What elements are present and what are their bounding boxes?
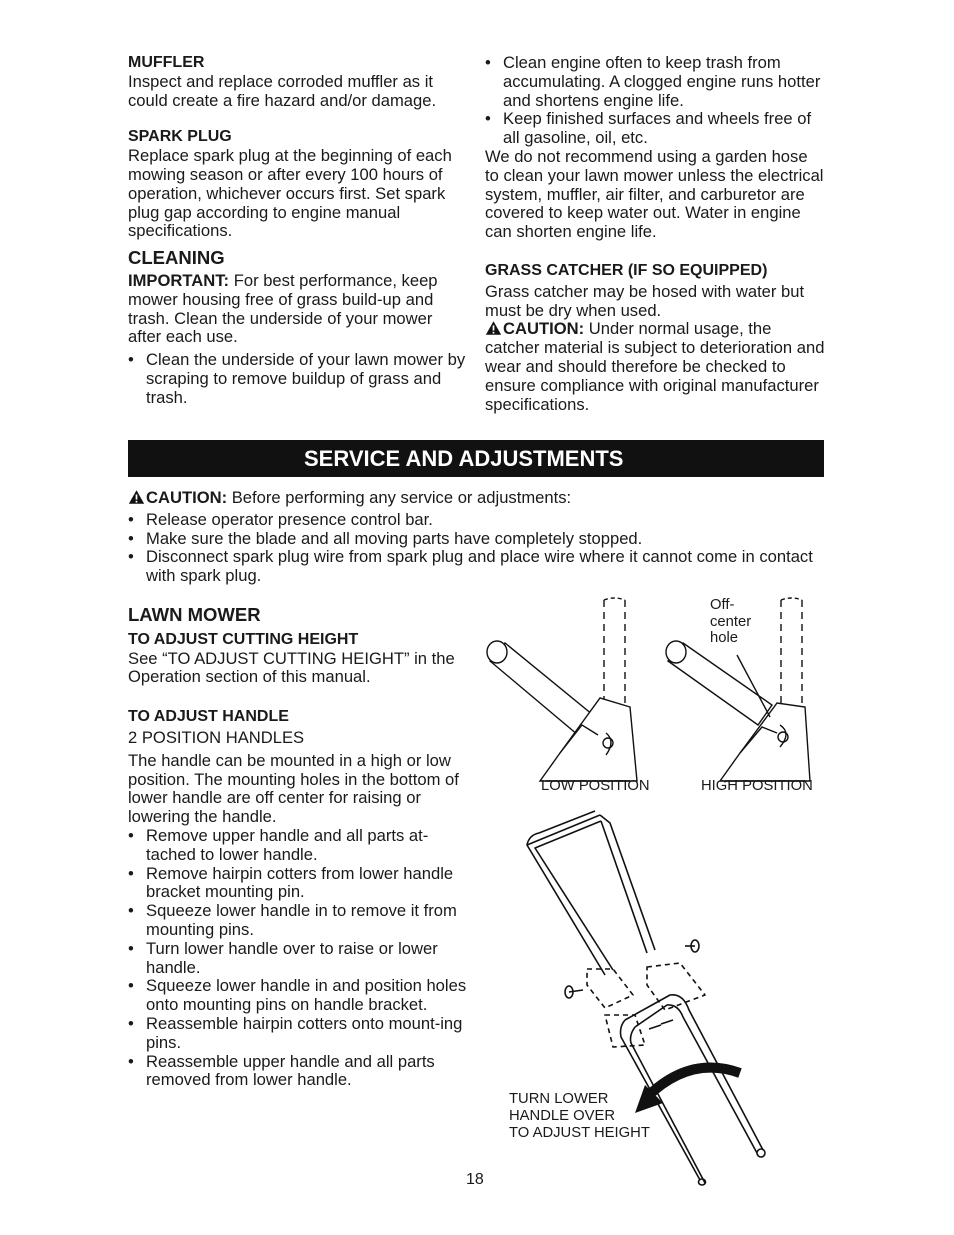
left-column-top [128,54,468,408]
cleaning-important [128,272,468,347]
service-caution-bullets [128,511,818,586]
caution-text: Under normal usage, the catcher material is subject to deterioration and wear and should therefore be checked to ensure compliance with original manufacturer specifications. [485,319,825,414]
section-banner: SERVICE AND ADJUSTMENTS [128,440,824,477]
important-label: IMPORTANT: [128,270,230,290]
list-item: • Release operator presence control bar. [128,511,818,530]
low-position-label: LOW POSITION [541,778,650,794]
list-item: • Remove upper handle and all parts at-tached to lower handle. [128,827,468,865]
grass-catcher-caution [485,320,825,414]
grass-catcher-heading: GRASS CATCHER (IF SO EQUIPPED) [485,261,768,279]
cutting-height-heading: TO ADJUST CUTTING HEIGHT [128,630,359,648]
spark-plug-body: Replace spark plug at the beginning of each mowing season or after every 100 hours of operation, whichever occurs first. Set spark plug gap according to engine manual specifications. [128,146,452,241]
offcenter-line-3: hole [710,630,738,646]
handle-body: The handle can be mounted in a high or low position. The mounting holes in the bottom of lower handle are off center for raising or lowering the handle. [128,750,459,827]
handle-bullets [128,827,468,1090]
list-item: • Make sure the blade and all moving parts have completely stopped. [128,530,818,549]
service-caution [128,489,818,586]
service-caution-line [128,489,818,508]
adjust-handle-heading: TO ADJUST HANDLE [128,708,289,726]
list-item: • Clean engine often to keep trash from accumulating. A clogged engine runs hotter and shortens engine life. [485,54,825,110]
important-text: For best performance, keep mower housing free of grass build-up and trash. Clean the underside of your mower after each use. [128,270,438,347]
muffler-body: Inspect and replace corroded muffler as it could create a fire hazard and/or damage. [128,71,437,110]
lawn-mower-section [128,606,468,1090]
list-item: • Clean the underside of your lawn mower by scraping to remove buildup of grass and trash. [128,351,468,407]
offcenter-line-1: Off- [710,597,735,613]
cleaning-bullets-continued [485,54,825,148]
caution-label: CAUTION: [503,319,585,339]
lawn-mower-heading: LAWN MOWER [128,604,261,625]
position-handles-subheading: 2 POSITION HANDLES [128,727,305,747]
list-item: • Squeeze lower handle in to remove it from mounting pins. [128,902,468,940]
warning-triangle-icon [128,489,145,505]
turn-line-2: HANDLE OVER [509,1108,616,1124]
turn-line-1: TURN LOWER [509,1091,609,1107]
handle-position-illustration [480,595,825,795]
right-column-top [485,54,825,414]
warning-triangle-icon [485,320,502,336]
list-item: • Disconnect spark plug wire from spark plug and place wire where it cannot come in contact with spark plug. [128,548,818,586]
grass-catcher-body: Grass catcher may be hosed with water but must be dry when used. [485,281,805,320]
caution-label: CAUTION: [146,488,228,507]
caution-text: Before performing any service or adjustments: [227,488,572,507]
hose-note: We do not recommend using a garden hose to clean your lawn mower unless the electrical system, muffler, air filter, and carburetor are covered to keep water out. Water in engine can shorten engine life. [485,146,824,242]
list-item: • Keep finished surfaces and wheels free of all gasoline, oil, etc. [485,110,825,148]
list-item: • Squeeze lower handle in and position holes onto mounting pins on handle bracket. [128,977,468,1015]
list-item: • Remove hairpin cotters from lower handle bracket mounting pin. [128,865,468,903]
high-position-label: HIGH POSITION [701,778,813,794]
cutting-height-body: See “TO ADJUST CUTTING HEIGHT” in the Operation section of this manual. [128,648,455,687]
offcenter-hole-label [710,597,751,647]
turn-line-3: TO ADJUST HEIGHT [509,1125,650,1141]
cleaning-heading: CLEANING [128,247,225,269]
list-item: • Turn lower handle over to raise or lower handle. [128,940,468,978]
turn-handle-label [509,1091,650,1142]
spark-plug-heading: SPARK PLUG [128,128,232,146]
muffler-heading: MUFFLER [128,54,205,71]
list-item: • Reassemble upper handle and all parts removed from lower handle. [128,1053,468,1091]
list-item: • Reassemble hairpin cotters onto mount-ing pins. [128,1015,468,1053]
offcenter-line-2: center [710,613,752,630]
page-number: 18 [466,1171,484,1188]
cleaning-bullets [128,351,468,407]
